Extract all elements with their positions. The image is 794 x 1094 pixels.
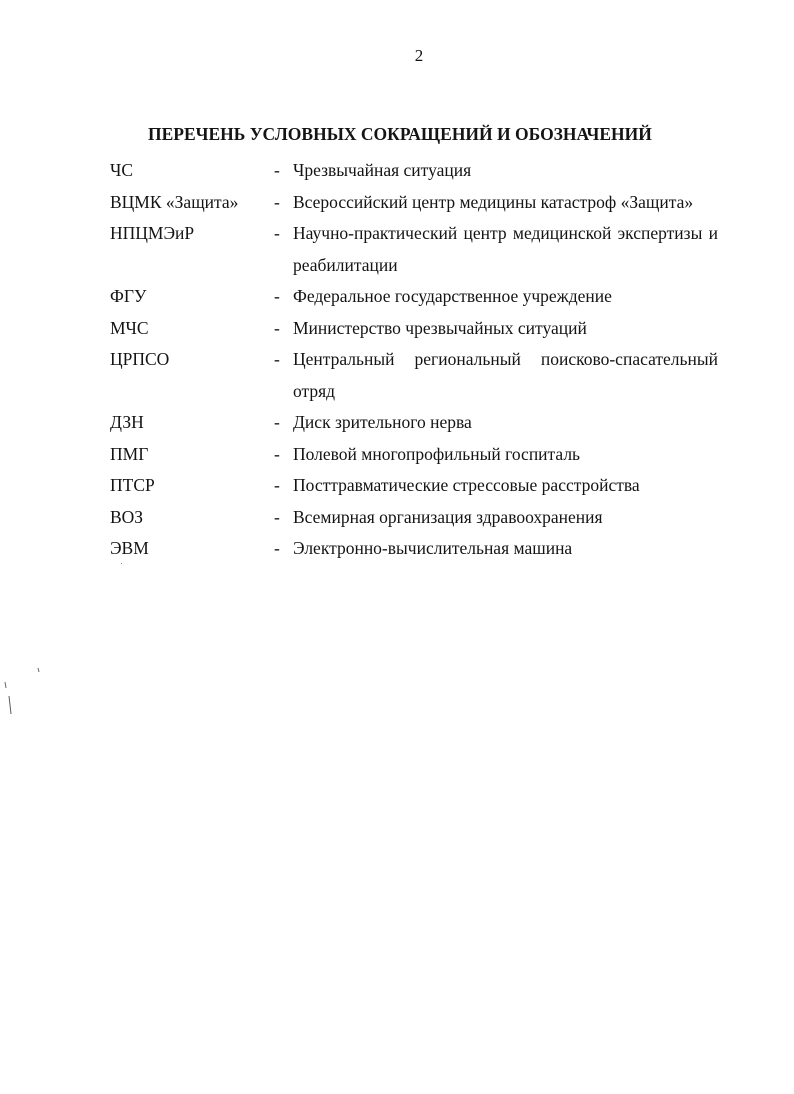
abbreviation: ФГУ — [110, 286, 147, 306]
abbreviation: ЧС — [110, 160, 134, 180]
definition: Научно-практический центр медицинской экспертизы и реабилитации — [293, 223, 718, 275]
definition: Федеральное государственное учреждение — [293, 286, 612, 306]
separator-dash: - — [274, 412, 280, 432]
definition: Полевой многопрофильный госпиталь — [293, 443, 581, 464]
definition: Диск зрительного нерва — [293, 412, 472, 432]
separator-dash: - — [274, 443, 280, 464]
definition: Всероссийский центр медицины катастроф «Защита» — [293, 191, 694, 212]
abbreviation-list — [110, 155, 718, 565]
separator-dash: - — [274, 475, 280, 495]
abbreviation-row — [110, 502, 718, 534]
separator-dash: - — [274, 286, 280, 306]
abbreviation: МЧС — [110, 317, 149, 338]
abbreviation-row — [110, 533, 718, 565]
page-title: ПЕРЕЧЕНЬ УСЛОВНЫХ СОКРАЩЕНИЙ И ОБОЗНАЧЕНИЙ — [148, 124, 652, 144]
definition: Чрезвычайная ситуация — [293, 160, 472, 180]
abbreviation: НПЦМЭиР — [110, 223, 195, 243]
definition: Электронно-вычислительная машина — [293, 538, 573, 558]
separator-dash: - — [274, 223, 280, 243]
abbreviation-row — [110, 218, 718, 281]
abbreviation-row — [110, 470, 718, 502]
separator-dash: - — [274, 506, 280, 527]
abbreviation: ДЗН — [110, 412, 144, 432]
scan-margin-marks — [0, 660, 50, 720]
separator-dash: - — [274, 191, 280, 212]
separator-dash: - — [274, 349, 280, 369]
definition: Посттравматические стрессовые расстройства — [293, 475, 640, 495]
abbreviation: ВЦМК «Защита» — [110, 191, 239, 212]
abbreviation: ПТСР — [110, 475, 155, 495]
abbreviation-row — [110, 407, 718, 439]
separator-dash: - — [274, 538, 280, 558]
abbreviation-row — [110, 155, 718, 187]
abbreviation-row — [110, 439, 718, 471]
abbreviation: ВОЗ — [110, 506, 144, 527]
definition: Всемирная организация здравоохранения — [293, 506, 603, 527]
abbreviation-row — [110, 187, 718, 219]
abbreviation: ПМГ — [110, 443, 149, 464]
abbreviation: ЭВМ — [110, 538, 149, 558]
definition: Министерство чрезвычайных ситуаций — [293, 317, 587, 338]
abbreviation: ЦРПСО — [110, 349, 170, 369]
page-number: 2 — [414, 46, 424, 65]
abbreviation-row — [110, 281, 718, 313]
separator-dash: - — [274, 317, 280, 338]
scan-speck — [121, 563, 122, 564]
abbreviation-row — [110, 344, 718, 407]
separator-dash: - — [274, 160, 280, 180]
definition: Центральный региональный поисково-спасательный отряд — [293, 349, 718, 401]
abbreviation-row — [110, 313, 718, 345]
